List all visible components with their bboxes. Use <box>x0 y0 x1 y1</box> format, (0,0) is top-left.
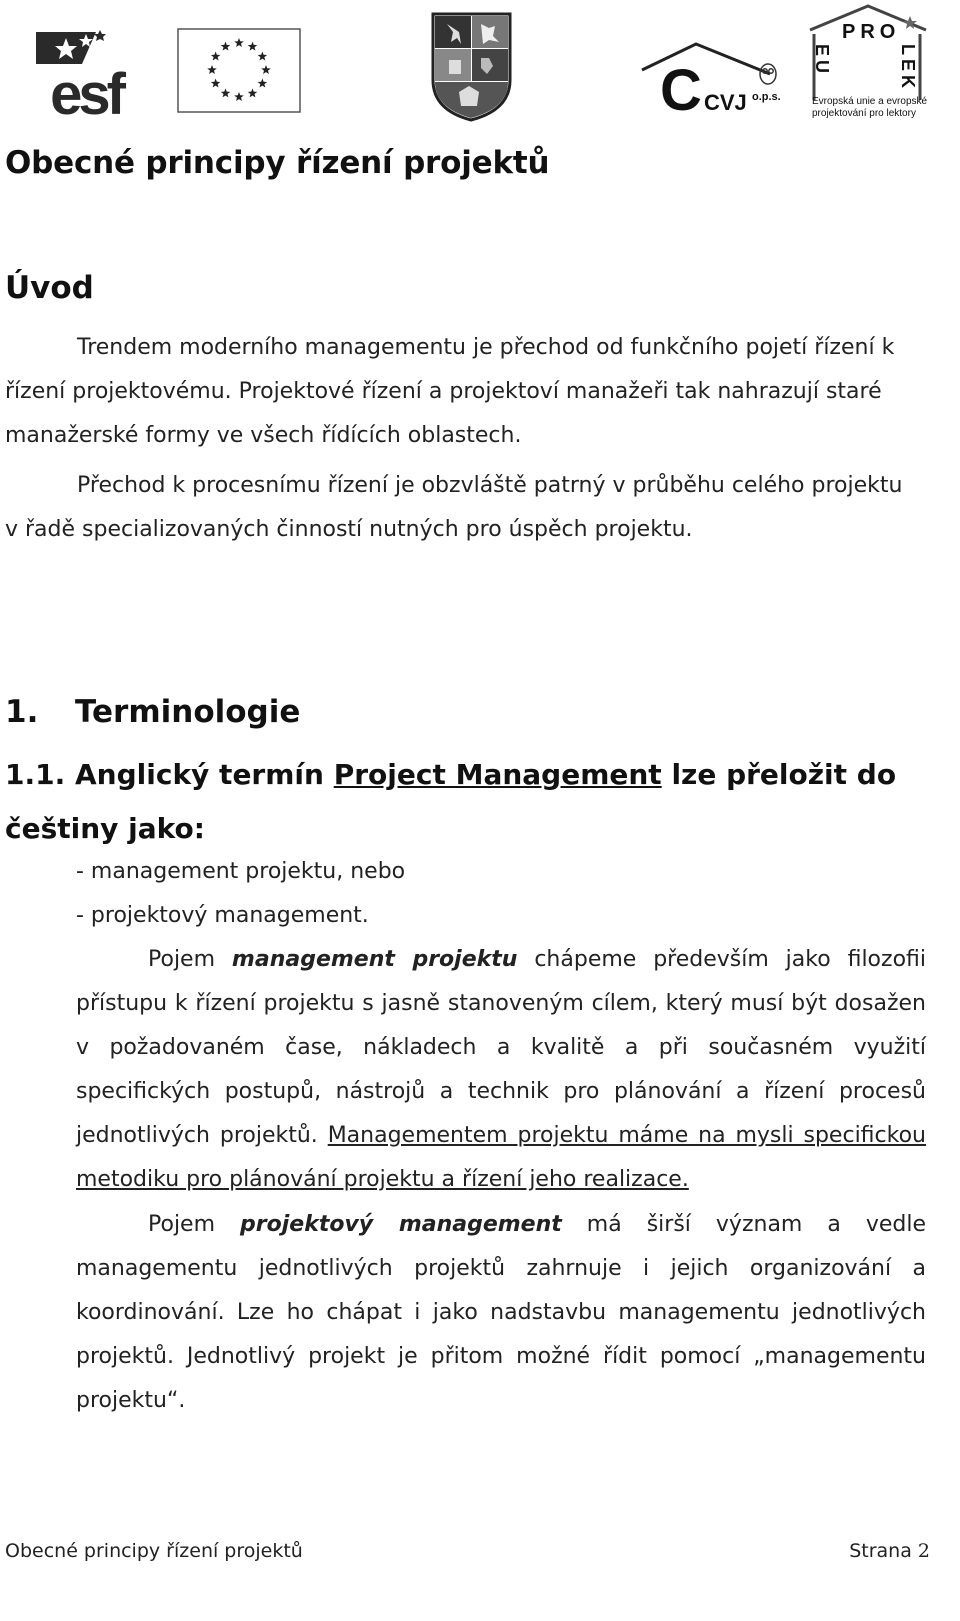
cvj-logo <box>640 38 800 116</box>
eu-prolek-logo <box>806 4 928 120</box>
esf-logo <box>36 28 138 120</box>
list-item: - projektový management. <box>76 903 369 928</box>
intro-heading: Úvod <box>5 270 94 306</box>
def2-text: má širší význam a vedle managementu jednotlivých projektů zahrnuje i jejich organizování a koordinování. Lze ho chápat i jako nadstavbu managementu jednotlivých projektů. Jednotlivý projekt je přitom možné řídit pomocí „managementu projektu“. <box>76 1212 927 1413</box>
intro-paragraph-2: Přechod k procesnímu řízení je obzvláště patrný v průběhu celého projektu v řadě specializovaných činností nutných pro úspěch projektu. <box>5 473 903 542</box>
cvj-text: CVJ <box>704 90 747 115</box>
prolek-eu: EU <box>812 44 832 78</box>
def2-lead: Pojem <box>148 1212 241 1237</box>
eu-flag-logo <box>177 28 301 113</box>
prolek-pro: PRO <box>842 21 901 43</box>
section-1-1-heading <box>5 748 940 856</box>
cvj-ops: o.p.s. <box>752 91 781 103</box>
def1-text: chápeme především jako filozofii přístupu k řízení projektu s jasně stanoveným cílem, který musí být dosažen v požadovaném čase, nákladech a kvalitě a při současném využití specifických postupů, nástrojů a technik pro plánování a řízení procesů jednotlivých projektů. <box>76 947 926 1148</box>
def1-underlined: Managementem projektu máme na mysli specifickou metodiku pro plánování projektu a řízení jeho realizace. <box>76 1123 926 1192</box>
section-1-1-title-end: lze přeložit do češtiny jako: <box>5 758 897 845</box>
prolek-caption-2: projektování pro lektory <box>812 108 916 119</box>
coat-of-arms-logo <box>429 10 514 122</box>
footer-page-number: 2 <box>917 1540 930 1562</box>
definition-paragraph-2 <box>76 1203 926 1423</box>
section-1-1-number: 1.1. <box>5 758 66 791</box>
cvj-letter: C <box>660 58 702 116</box>
intro-paragraph-1: Trendem moderního managementu je přechod od funkčního pojetí řízení k řízení projektovému. Projektové řízení a projektoví manažeři tak nahrazují staré manažerské formy ve všech řídících oblastech. <box>5 335 895 448</box>
prolek-caption-1: Evropská unie a evropské <box>812 96 928 107</box>
list-item: - management projektu, nebo <box>76 859 406 884</box>
prolek-lek: LEK <box>898 44 918 92</box>
page-title: Obecné principy řízení projektů <box>5 145 550 181</box>
esf-text: esf <box>50 62 122 120</box>
def1-term: management projektu <box>231 947 518 972</box>
section-1-heading <box>5 694 300 730</box>
section-1-1-title-start: Anglický termín <box>75 758 334 791</box>
definition-paragraph-1 <box>76 938 926 1202</box>
section-1-title: Terminologie <box>75 694 301 730</box>
logo-bar <box>0 0 960 130</box>
section-1-number: 1. <box>5 694 39 730</box>
section-1-1-title-term: Project Management <box>333 758 662 791</box>
def2-term: projektový management <box>240 1212 562 1237</box>
def1-lead: Pojem <box>148 947 232 972</box>
footer-title: Obecné principy řízení projektů <box>5 1540 303 1562</box>
footer-page-label: Strana <box>849 1540 912 1562</box>
term-list <box>76 850 405 938</box>
footer-page <box>849 1540 930 1562</box>
